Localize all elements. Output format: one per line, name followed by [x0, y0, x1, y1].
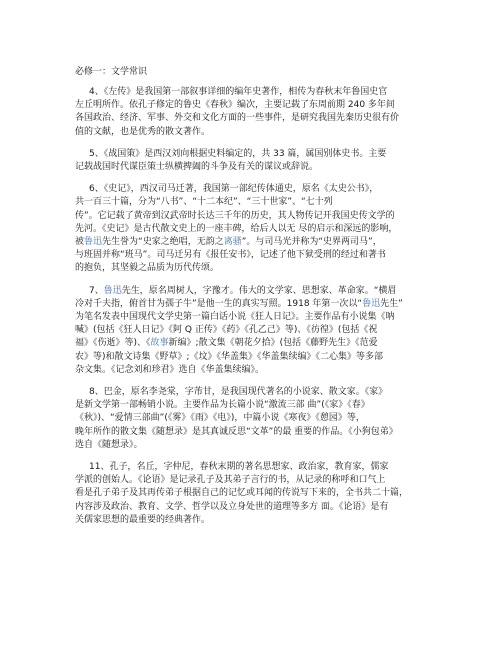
paragraph-line: 被鲁迅先生誉为“史家之绝唱，无韵之离骚”。与司马光并称为“史界两司马”，	[75, 237, 382, 248]
paragraph-line: 喊》(包括《狂人日记》《阿 Q 正传》《药》《孔乙己》等)、《彷徨》(包括《祝	[75, 325, 378, 336]
highlighted-word: 离骚	[223, 237, 242, 248]
paragraph-line: 各国政治、经济、军事、外交和文化方面的一些事件，是研究我国先秦历史很有价	[75, 113, 400, 124]
section-heading: 必修一：文学常识	[75, 67, 148, 77]
paragraph-line: 的抱负，其坚毅之品质为历代传颂。	[75, 263, 220, 274]
paragraph-line: 传”。它记载了黄帝到汉武帝时长达三千年的历史，其人物传记开我国史传文学的	[75, 210, 395, 221]
paragraph-line: 左丘明所作。依孔子修定的鲁史《春秋》编次，主要记载了东周前期 240 多年间	[75, 100, 395, 111]
paragraph-bajin	[75, 386, 462, 452]
paragraph-shiji	[75, 183, 462, 275]
paragraph-line: 福》《伤逝》等)、《故事新编》;散文集《朝花夕拾》(包括《藤野先生》《范爱	[75, 338, 378, 349]
paragraph-line: 晚年所作的散文集《随想录》是其真诚反思“文革”的最 重要的作品。《小狗包弟》	[75, 426, 398, 437]
paragraph-line: 冷对千夫指，俯首甘为孺子牛”是他一生的真实写照。1918 年第一次以“鲁迅先生”	[75, 298, 403, 309]
paragraph-line: 5、《战国策》是西汉刘向根据史料编定的，共 33 篇，属国别体史书。主要	[89, 148, 387, 159]
paragraph-line: 看是孔子弟子及其再传弟子根据自己的记忆或耳闻的传说写下来的，全书共二十篇，	[75, 488, 409, 499]
paragraph-line: 杂文集。《记念刘和珍君》选自《华盖集续编》。	[75, 364, 265, 375]
paragraph-luxun	[75, 285, 462, 377]
paragraph-line: 内容涉及政治、教育、文学、哲学以及立身处世的道理等多方 面。《论语》是有	[75, 501, 389, 512]
paragraph-line: 农》等)和散文诗集《野草》;《坟》《华盖集》《华盖集续编》《二心集》等多部	[75, 351, 384, 362]
paragraph-kongzi	[75, 461, 462, 527]
highlighted-word: 鲁迅	[103, 285, 122, 296]
paragraph-line: 选自《随想录》。	[75, 439, 143, 450]
paragraph-line: 关儒家思想的最重要的经典著作。	[75, 514, 211, 525]
paragraph-line: 是新文学第一部畅销小说。主要作品为长篇小说“激流三部 曲”(《家》《春》	[75, 400, 370, 411]
paragraph-line: 与班固并称“班马”。司马迁另有《报任安书》，记述了他下狱受刑的经过和著书	[75, 250, 386, 261]
paragraph-line: 4、《左传》是我国第一部叙事详细的编年史著作，相传为春秋末年鲁国史官	[89, 87, 388, 97]
paragraph-line: 记载战国时代谋臣策士纵横捭阖的斗争及有关的谋议或辞说。	[75, 162, 319, 173]
paragraph-zhanguoce	[75, 148, 462, 174]
highlighted-word: 鲁迅	[84, 237, 103, 248]
highlighted-word: 故事	[150, 338, 169, 349]
paragraph-line: 为笔名发表中国现代文学史第一篇白话小说《狂人日记》。主要作品有小说集《呐	[75, 312, 395, 323]
paragraph-line: 8、巴金，原名李尧棠，字芾甘，是我国现代著名的小说家、散文家。《家》	[89, 387, 388, 398]
paragraph-line: 6、《史记》，西汉司马迁著，我国第一部纪传体通史，原名《太史公书》，	[89, 184, 379, 195]
paragraph-line: 先河。《史记》是古代散文史上的一座丰碑，给后人以无 尽的启示和深远的影响，	[75, 223, 398, 234]
paragraph-line: 《秋》)、“爱情三部曲”(《雾》《雨》《电》)，中篇小说《寒夜》《憩园》等，	[75, 413, 365, 424]
paragraph-line: 值的文献，也是优秀的散文著作。	[75, 126, 211, 137]
paragraph-line: 7、鲁迅先生，原名周树人，字豫才。伟大的文学家、思想家、革命家。“横眉	[89, 285, 397, 296]
paragraph-line: 学派的创始人。《论语》是记录孔子及其弟子言行的书，从记录的称呼和口气上	[75, 475, 386, 486]
paragraph-line: 共一百三十篇，分为“八书”、“十二本纪”、“三十世家”、“七十列	[75, 197, 333, 208]
paragraph-zuozhuan	[75, 86, 462, 139]
paragraph-line: 11、孔子，名丘，字仲尼，春秋末期的著名思想家、政治家，教育家，儒家	[89, 462, 389, 473]
highlighted-word: 鲁迅	[362, 298, 381, 309]
